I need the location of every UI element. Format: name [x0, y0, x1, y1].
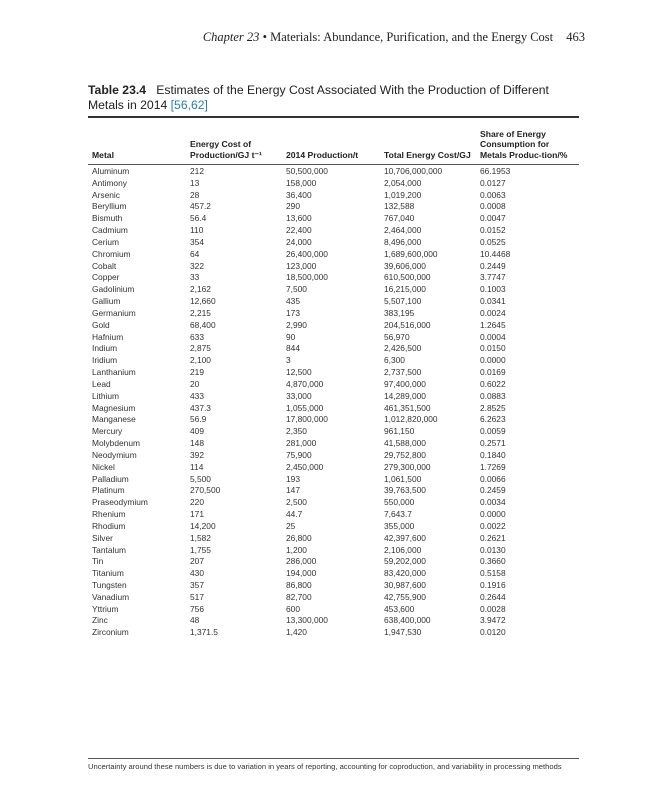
table-row: [88, 604, 579, 616]
metal-cell: Gallium: [92, 296, 121, 307]
table-row: [88, 497, 579, 509]
total-energy-cell: 1,012,820,000: [384, 414, 438, 425]
total-energy-cell: 2,464,000: [384, 225, 422, 236]
energy-cost-cell: 633: [190, 331, 204, 342]
production-cell: 7,500: [286, 284, 307, 295]
share-cell: 0.5158: [480, 568, 506, 579]
table-row: [88, 521, 579, 533]
share-cell: 0.2449: [480, 260, 506, 271]
metal-cell: Silver: [92, 532, 113, 543]
production-cell: 3: [286, 355, 291, 366]
table-body: [88, 166, 579, 639]
production-cell: 44.7: [286, 509, 303, 520]
production-cell: 90: [286, 331, 296, 342]
table-row: [88, 474, 579, 486]
energy-cost-cell: 354: [190, 236, 204, 247]
share-cell: 0.3660: [480, 556, 506, 567]
table-row: [88, 166, 579, 178]
energy-cost-cell: 2,875: [190, 343, 211, 354]
total-energy-cell: 7,643.7: [384, 509, 412, 520]
share-cell: 66.1953: [480, 166, 511, 176]
table-row: [88, 320, 579, 332]
share-cell: 0.0120: [480, 627, 506, 638]
production-cell: 24,000: [286, 236, 312, 247]
table-row: [88, 592, 579, 604]
table-row: [88, 568, 579, 580]
table-row: [88, 343, 579, 355]
table-row: [88, 580, 579, 592]
energy-cost-cell: 33: [190, 272, 200, 283]
production-cell: 2,450,000: [286, 461, 324, 472]
production-cell: 147: [286, 485, 300, 496]
table-row: [88, 201, 579, 213]
share-cell: 0.1003: [480, 284, 506, 295]
table-bottom-rule: [88, 758, 579, 759]
metal-cell: Cobalt: [92, 260, 117, 271]
metal-cell: Manganese: [92, 414, 136, 425]
metal-cell: Mercury: [92, 426, 123, 437]
metal-cell: Cerium: [92, 236, 119, 247]
table-row: [88, 308, 579, 320]
energy-cost-cell: 13: [190, 177, 200, 188]
header-rule: [88, 164, 579, 165]
share-cell: 0.0008: [480, 201, 506, 212]
table-row: [88, 178, 579, 190]
energy-cost-cell: 430: [190, 568, 204, 579]
production-cell: 1,200: [286, 544, 307, 555]
metal-cell: Magnesium: [92, 402, 136, 413]
energy-cost-cell: 20: [190, 378, 200, 389]
share-cell: 0.0066: [480, 473, 506, 484]
production-cell: 4,870,000: [286, 378, 324, 389]
metal-cell: Titanium: [92, 568, 124, 579]
total-energy-cell: 2,054,000: [384, 177, 422, 188]
metal-cell: Lithium: [92, 390, 119, 401]
metal-cell: Nickel: [92, 461, 115, 472]
share-cell: 6.2623: [480, 414, 506, 425]
table-row: [88, 533, 579, 545]
metal-cell: Tungsten: [92, 579, 127, 590]
metal-cell: Molybdenum: [92, 438, 140, 449]
total-energy-cell: 961,150: [384, 426, 415, 437]
metal-cell: Rhenium: [92, 509, 126, 520]
production-cell: 290: [286, 201, 300, 212]
production-cell: 36,400: [286, 189, 312, 200]
metal-cell: Beryllium: [92, 201, 127, 212]
total-energy-cell: 1,947,530: [384, 627, 422, 638]
table-caption-text: Estimates of the Energy Cost Associated With the Production of Different Metals in 2014: [88, 83, 549, 112]
total-energy-cell: 1,061,500: [384, 473, 422, 484]
table-row: [88, 261, 579, 273]
metal-cell: Hafnium: [92, 331, 124, 342]
share-cell: 0.2644: [480, 591, 506, 602]
table-row: [88, 367, 579, 379]
total-energy-cell: 550,000: [384, 497, 415, 508]
share-cell: 0.0059: [480, 426, 506, 437]
production-cell: 286,000: [286, 556, 317, 567]
share-cell: 0.0028: [480, 603, 506, 614]
energy-cost-cell: 433: [190, 390, 204, 401]
total-energy-cell: 97,400,000: [384, 378, 426, 389]
total-energy-cell: 383,195: [384, 307, 415, 318]
table-row: [88, 391, 579, 403]
production-cell: 17,800,000: [286, 414, 328, 425]
total-energy-cell: 10,706,000,000: [384, 166, 443, 176]
production-cell: 158,000: [286, 177, 317, 188]
metal-cell: Lead: [92, 378, 111, 389]
energy-cost-cell: 1,371.5: [190, 627, 218, 638]
energy-cost-cell: 517: [190, 591, 204, 602]
energy-cost-cell: 64: [190, 248, 200, 259]
total-energy-cell: 59,202,000: [384, 556, 426, 567]
production-cell: 600: [286, 603, 300, 614]
share-cell: 0.0150: [480, 343, 506, 354]
share-cell: 0.0883: [480, 390, 506, 401]
share-cell: 3.9472: [480, 615, 506, 626]
energy-cost-cell: 1,755: [190, 544, 211, 555]
total-energy-cell: 29,752,800: [384, 449, 426, 460]
production-cell: 2,350: [286, 426, 307, 437]
total-energy-cell: 41,588,000: [384, 438, 426, 449]
metal-cell: Antimony: [92, 177, 127, 188]
total-energy-cell: 83,420,000: [384, 568, 426, 579]
total-energy-cell: 355,000: [384, 520, 415, 531]
metal-cell: Zirconium: [92, 627, 129, 638]
energy-cost-cell: 171: [190, 509, 204, 520]
share-cell: 3.7747: [480, 272, 506, 283]
production-cell: 123,000: [286, 260, 317, 271]
share-cell: 0.0047: [480, 213, 506, 224]
share-cell: 0.2571: [480, 438, 506, 449]
table-row: [88, 450, 579, 462]
energy-cost-cell: 56.9: [190, 414, 207, 425]
metal-cell: Gold: [92, 319, 110, 330]
table-row: [88, 627, 579, 639]
total-energy-cell: 767,040: [384, 213, 415, 224]
energy-cost-cell: 2,162: [190, 284, 211, 295]
table-row: [88, 249, 579, 261]
total-energy-cell: 39,606,000: [384, 260, 426, 271]
header-metal: Metal: [92, 149, 114, 160]
total-energy-cell: 1,689,600,000: [384, 248, 438, 259]
page-number: 463: [566, 30, 585, 44]
production-cell: 281,000: [286, 438, 317, 449]
share-cell: 1.7269: [480, 461, 506, 472]
production-cell: 2,990: [286, 319, 307, 330]
table-row: [88, 485, 579, 497]
energy-cost-cell: 1,582: [190, 532, 211, 543]
share-cell: 0.0127: [480, 177, 506, 188]
total-energy-cell: 8,496,000: [384, 236, 422, 247]
production-cell: 26,400,000: [286, 248, 328, 259]
energy-cost-cell: 220: [190, 497, 204, 508]
table-row: [88, 426, 579, 438]
metal-cell: Iridium: [92, 355, 118, 366]
table-row: [88, 296, 579, 308]
metal-cell: Copper: [92, 272, 120, 283]
share-cell: 0.1916: [480, 579, 506, 590]
share-cell: 1.2645: [480, 319, 506, 330]
energy-cost-cell: 14,200: [190, 520, 216, 531]
table-number: Table 23.4: [88, 83, 147, 97]
table-header: [88, 117, 579, 163]
energy-cost-cell: 207: [190, 556, 204, 567]
metal-cell: Arsenic: [92, 189, 120, 200]
metal-cell: Tin: [92, 556, 104, 567]
metal-cell: Aluminum: [92, 166, 130, 176]
table-row: [88, 213, 579, 225]
share-cell: 0.0525: [480, 236, 506, 247]
metal-cell: Germanium: [92, 307, 136, 318]
metal-cell: Lanthanium: [92, 367, 136, 378]
energy-cost-cell: 2,100: [190, 355, 211, 366]
table-row: [88, 225, 579, 237]
metal-cell: Praseodymium: [92, 497, 148, 508]
energy-cost-cell: 68,400: [190, 319, 216, 330]
table-row: [88, 403, 579, 415]
total-energy-cell: 42,755,900: [384, 591, 426, 602]
header-total-energy: Total Energy Cost/GJ: [384, 149, 471, 160]
total-energy-cell: 453,600: [384, 603, 415, 614]
energy-cost-cell: 148: [190, 438, 204, 449]
production-cell: 12,500: [286, 367, 312, 378]
share-cell: 0.0130: [480, 544, 506, 555]
share-cell: 10.4468: [480, 248, 511, 259]
share-cell: 0.0022: [480, 520, 506, 531]
table-row: [88, 190, 579, 202]
total-energy-cell: 1,019,200: [384, 189, 422, 200]
share-cell: 2.8525: [480, 402, 506, 413]
energy-cost-cell: 56.4: [190, 213, 207, 224]
production-cell: 173: [286, 307, 300, 318]
total-energy-cell: 2,106,000: [384, 544, 422, 555]
table-row: [88, 414, 579, 426]
production-cell: 194,000: [286, 568, 317, 579]
production-cell: 2,500: [286, 497, 307, 508]
share-cell: 0.0341: [480, 296, 506, 307]
production-cell: 435: [286, 296, 300, 307]
table-row: [88, 545, 579, 557]
metal-cell: Chromium: [92, 248, 131, 259]
total-energy-cell: 39,763,500: [384, 485, 426, 496]
energy-cost-cell: 392: [190, 449, 204, 460]
header-share: Share of Energy Consumption for Metals Produc-tion/%: [480, 128, 568, 160]
metal-cell: Palladium: [92, 473, 129, 484]
energy-cost-cell: 28: [190, 189, 200, 200]
table-footnote: Uncertainty around these numbers is due to variation in years of reporting, accounting for coproduction, and variability in processing methods: [88, 762, 562, 771]
production-cell: 1,420: [286, 627, 307, 638]
total-energy-cell: 461,351,500: [384, 402, 431, 413]
table-row: [88, 284, 579, 296]
energy-cost-cell: 270,500: [190, 485, 221, 496]
total-energy-cell: 42,397,600: [384, 532, 426, 543]
production-cell: 22,400: [286, 225, 312, 236]
citation-link[interactable]: [56,62]: [170, 98, 208, 112]
share-cell: 0.0000: [480, 509, 506, 520]
table-row: [88, 509, 579, 521]
table-row: [88, 615, 579, 627]
energy-cost-cell: 110: [190, 225, 204, 236]
chapter-label: Chapter 23: [202, 30, 260, 44]
share-cell: 0.1840: [480, 449, 506, 460]
metal-cell: Gadolinium: [92, 284, 135, 295]
energy-cost-cell: 5,500: [190, 473, 211, 484]
production-cell: 1,055,000: [286, 402, 324, 413]
total-energy-cell: 279,300,000: [384, 461, 431, 472]
total-energy-cell: 2,426,500: [384, 343, 422, 354]
share-cell: 0.2459: [480, 485, 506, 496]
total-energy-cell: 132,588: [384, 201, 415, 212]
total-energy-cell: 14,289,000: [384, 390, 426, 401]
energy-cost-cell: 219: [190, 367, 204, 378]
metal-cell: Rhodium: [92, 520, 126, 531]
total-energy-cell: 638,400,000: [384, 615, 431, 626]
share-cell: 0.0152: [480, 225, 506, 236]
metal-cell: Vanadium: [92, 591, 130, 602]
energy-cost-cell: 756: [190, 603, 204, 614]
production-cell: 18,500,000: [286, 272, 328, 283]
production-cell: 844: [286, 343, 300, 354]
header-energy-cost: Energy Cost of Production/GJ t⁻¹: [190, 139, 262, 160]
table-row: [88, 355, 579, 367]
production-cell: 193: [286, 473, 300, 484]
production-cell: 13,600: [286, 213, 312, 224]
energy-cost-cell: 12,660: [190, 296, 216, 307]
metal-cell: Indium: [92, 343, 118, 354]
share-cell: 0.0000: [480, 355, 506, 366]
header-production: 2014 Production/t: [286, 149, 359, 160]
table-row: [88, 379, 579, 391]
table-row: [88, 462, 579, 474]
production-cell: 75,900: [286, 449, 312, 460]
total-energy-cell: 5,507,100: [384, 296, 422, 307]
metal-cell: Tantalum: [92, 544, 126, 555]
share-cell: 0.0034: [480, 497, 506, 508]
total-energy-cell: 204,516,000: [384, 319, 431, 330]
metal-cell: Cadmium: [92, 225, 128, 236]
total-energy-cell: 16,215,000: [384, 284, 426, 295]
share-cell: 0.6022: [480, 378, 506, 389]
energy-cost-cell: 457.2: [190, 201, 211, 212]
energy-cost-cell: 48: [190, 615, 200, 626]
total-energy-cell: 610,500,000: [384, 272, 431, 283]
total-energy-cell: 2,737,500: [384, 367, 422, 378]
total-energy-cell: 6,300: [384, 355, 405, 366]
energy-cost-cell: 2,215: [190, 307, 211, 318]
share-cell: 0.0169: [480, 367, 506, 378]
table-row: [88, 332, 579, 344]
table-row: [88, 237, 579, 249]
production-cell: 25: [286, 520, 296, 531]
energy-cost-cell: 114: [190, 461, 204, 472]
production-cell: 26,800: [286, 532, 312, 543]
metal-cell: Neodymium: [92, 449, 137, 460]
energy-cost-cell: 357: [190, 579, 204, 590]
production-cell: 13,300,000: [286, 615, 328, 626]
share-cell: 0.0024: [480, 307, 506, 318]
metal-cell: Yttrium: [92, 603, 119, 614]
metal-cell: Zinc: [92, 615, 108, 626]
production-cell: 86,800: [286, 579, 312, 590]
table-row: [88, 438, 579, 450]
energy-cost-cell: 437.3: [190, 402, 211, 413]
energy-cost-cell: 409: [190, 426, 204, 437]
table-row: [88, 556, 579, 568]
share-cell: 0.0063: [480, 189, 506, 200]
energy-cost-cell: 322: [190, 260, 204, 271]
production-cell: 50,500,000: [286, 166, 328, 176]
chapter-title: Materials: Abundance, Purification, and the Energy Cost: [270, 30, 554, 44]
total-energy-cell: 56,970: [384, 331, 410, 342]
table-row: [88, 272, 579, 284]
metal-cell: Platinum: [92, 485, 125, 496]
bullet: •: [262, 30, 267, 44]
table-caption: [88, 83, 588, 113]
running-head: [203, 30, 585, 45]
total-energy-cell: 30,987,600: [384, 579, 426, 590]
production-cell: 82,700: [286, 591, 312, 602]
share-cell: 0.2621: [480, 532, 506, 543]
share-cell: 0.0004: [480, 331, 506, 342]
metal-cell: Bismuth: [92, 213, 123, 224]
production-cell: 33,000: [286, 390, 312, 401]
energy-cost-cell: 212: [190, 166, 204, 176]
